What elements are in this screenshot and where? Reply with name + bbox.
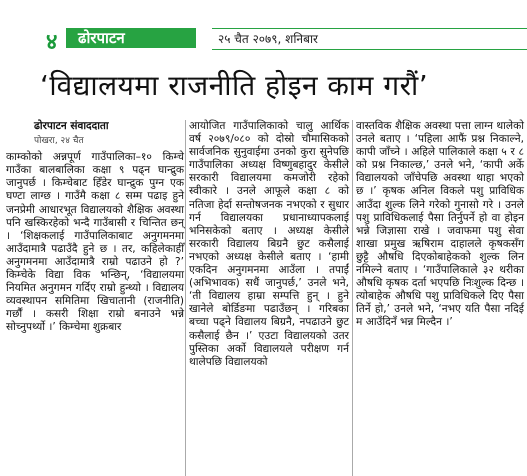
column-2-text: आयोजित गाउँपालिकाको चालु आर्थिक वर्ष २०७९/०८० को दोस्रो चौमासिकको सार्वजनिक सुनुवाईमा उनको कुरा सुनेपछि गाउँपालिका अध्यक्ष विष्णुबहादुर केसीले सरकारी विद्यालयमा कमजोरी रहेको स्वीकारे । उनले आफूले कक्षा ८ को नतिजा हेर्दा सन्तोषजनक नभएको र सुधार गर्न विद्यालयका प्रधानाध्यापकलाई भनिसकेको बताए । अध्यक्ष केसीले सरकारी विद्यालय बिग्रनै छुट कसैलाई नभएको अध्यक्ष केसीले बताए । ‘हामी एकदिन अनुगमनमा आउँला । तपाईं (अभिभावक) सधैं जानुपर्छ,’ उनले भने, ‘ती विद्यालय हाम्रा सम्पत्ति हुन् । हुने खानेले बोर्डिङमा पढाउँछन् । गरिबका बच्चा पढ्ने विद्यालय बिग्रनै, नपढाउने छुट कसैलाई छैन ।’ एउटा विद्यालयको उतर पुस्तिका अर्को विद्यालयले परीक्षण गर्न थालेपछि विद्यालयको [189,120,349,368]
page-number: ४ [46,30,58,55]
article-column-3 [356,120,524,330]
byline: ढोरपाटन संवाददाता [34,120,109,132]
column-divider [185,120,186,476]
section-name: ढोरपाटन [78,29,125,47]
place-date: पोखरा, २४ चैत [34,136,84,147]
column-3-text: वास्तविक शैक्षिक अवस्था पत्ता लाग्न थालेको उनले बताए । ‘पहिला आफैं प्रश्न निकाल्ने, कापी जाँच्ने । अहिले पालिकाले कक्षा ५ र ८ को प्रश्न निकाल्छ,’ उनले भने, ‘कापी अर्के विद्यालयको जाँचेपछि अवस्था थाहा भएको छ ।’ कृषक अनिल विकले पशु प्राविधिक आउँदा शुल्क लिने गरेको गुनासो गरे । उनले पशु प्राविधिकलाई पैसा तिर्नुपर्ने हो वा होइन भन्ने जिज्ञासा राखे । जवाफमा पशु सेवा शाखा प्रमुख ऋषिराम दाहालले कृषकसँग छुट्टै औषधि दिएकोबाहेकको शुल्क लिन नमिल्ने बताए । ‘गाउँपालिकाले ३२ थरीका औषधि कृषक दर्ता भएपछि निःशुल्क दिन्छ । त्योबाहेक औषधि पशु प्राविधिकले दिए पैसा तिर्ने हो,’ उनले भने, ‘नभए यति पैसा नदिई म आउँदिनँ भन्न मिल्दैन ।’ [356,120,524,329]
issue-date: २५ चैत २०७९, शनिबार [218,32,318,46]
column-divider [352,120,353,476]
column-1-text: काम्कोको अन्नपूर्ण गाउँपालिका–१० किम्चे गाउँका बालबालिका कक्षा ९ पढ्न घान्द्रुक जानुपर्छ । किम्चेबाट हिँडेर घान्द्रुक पुग्न एक घण्टा लाग्छ । गाउँमै कक्षा ८ सम्म पढाइ हुने जनप्रेमी आधारभूत विद्यालयको शैक्षिक अवस्था पनि खस्किरहेको भन्दै गाउँबासी र चिन्तित छन् । ‘शिक्षकलाई गाउँपालिकाबाट अनुगमनमा आउँदामात्रै पढाउँदै हुने छ । तर, कहिलेकाहीँ अनुगमनमा आउँदामात्रै राम्रो पढाउने हो ?’ किम्चेके विद्या विक भन्छिन्, ‘विद्यालयमा नियमित अनुगमन गर्दिए राम्रो हुन्थ्यो । विद्यालय व्यवस्थापन समितिमा खिचातानी (राजनीति) गर्छौं । कसरी शिक्षा राम्रो बनाउने भन्ने सोच्नुपर्थ्यो ।’ किम्चेमा शुक्रबार [6,151,184,334]
page-header [0,0,527,55]
headline: ‘विद्यालयमा राजनीति होइन काम गरौं’ [40,69,429,102]
article-column-2 [189,120,349,369]
article-column-1 [6,120,184,335]
